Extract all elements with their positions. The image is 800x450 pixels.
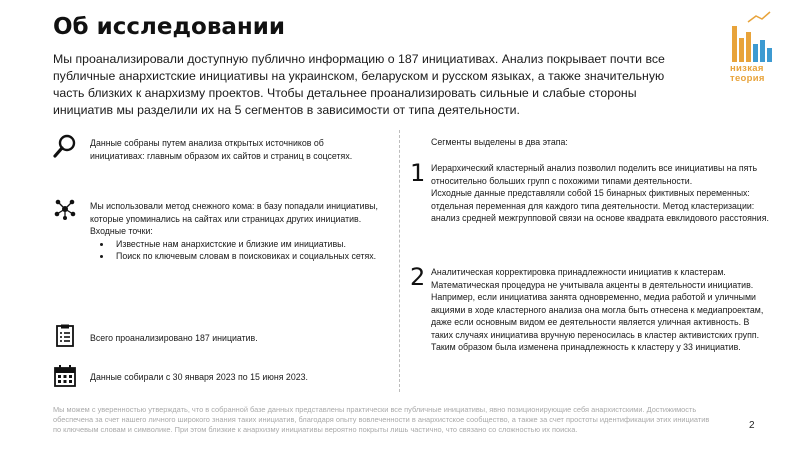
logo-word-1: низкая xyxy=(730,63,764,74)
logo-bars xyxy=(732,22,776,62)
magnifier-icon xyxy=(53,134,77,158)
page-title: Об исследовании xyxy=(53,14,286,40)
snowball-method-text xyxy=(90,200,380,263)
segments-header: Сегменты выделены в два этапа: xyxy=(431,137,568,147)
page-number: 2 xyxy=(749,420,755,431)
footnote: Мы можем с уверенностью утверждать, что в собранной базе данных представлены практически все публичные инициативы, явно позиционирующие себя анархистскими. Достижимость обеспечена за счет нашего личного широкого знания таких инициатив, благодаря опыту вовлеченности в анархистское сообщество, а также за счет простоты идентификации этих инициатив по ключевым словам и символике. При этом близкие к анархизму инициативы вероятно покрыты лишь частично, что связано со сложностью их поиска. xyxy=(53,405,710,435)
data-sources-text: Данные собраны путем анализа открытых источников об инициативах: главным образом их сайтов и страниц в соцсетях. xyxy=(90,138,353,161)
step-1-text xyxy=(431,162,771,225)
snowball-description: Мы использовали метод снежного кома: в базу попадали инициативы, которые упоминались на сайтах или страницах других инициатив. xyxy=(90,201,379,224)
step-1-summary: Иерархический кластерный анализ позволил поделить все инициативы на пять относительно больших групп с похожими типами деятельности. xyxy=(431,163,758,186)
network-icon xyxy=(53,197,77,221)
step-2-details: Математическая процедура не учитывала акценты в деятельности инициатив. Например, если инициатива занята одновременно, медиа работой и уличными акциями в ходе кластерного анализа она могла быть отнесена к медиапроектам, даже если основным видом ее деятельности является уличная активность. В таких случаях инициатива вручную переносилась в кластер активистских групп. Таким образом была изменена принадлежность к кластеру у 33 инициатив. xyxy=(431,279,764,352)
collection-period-text: Данные собирали с 30 января 2023 по 15 июня 2023. xyxy=(90,372,308,382)
entry-points-label: Входные точки: xyxy=(90,226,153,236)
logo xyxy=(728,8,778,88)
total-count-text: Всего проанализировано 187 инициатив. xyxy=(90,333,258,343)
step-number-1: 1 xyxy=(410,159,426,187)
step-1-details: Исходные данные представляли собой 15 бинарных фиктивных переменных: отдельная переменная для каждого типа деятельности. Метод кластеризации: анализ средней межгрупповой связи на основе квадрата евклидового расстояния. xyxy=(431,188,769,223)
list-item: • Поиск по ключевым словам в поисковиках и социальных сетях. xyxy=(112,250,380,263)
entry-points-list xyxy=(90,238,380,263)
logo-word-2: теория xyxy=(730,73,765,84)
calendar-icon xyxy=(53,364,77,388)
step-2-text xyxy=(431,266,771,354)
list-item: • Известные нам анархистские и близкие им инициативы. xyxy=(112,238,380,251)
step-number-2: 2 xyxy=(410,263,426,291)
column-divider xyxy=(399,130,401,392)
step-2-summary: Аналитическая корректировка принадлежности инициатив к кластерам. xyxy=(431,267,726,277)
intro-paragraph: Мы проанализировали доступную публично информацию о 187 инициативах. Анализ покрывает почти все публичные анархистские инициативы на украинском, беларуском и русском языках, а также значительную часть близких к анархизму проектов. Чтобы детальнее проанализировать сильные и слабые стороны инициатив мы разделили их на 5 сегментов в зависимости от типа деятельности. xyxy=(53,52,665,117)
document-list-icon xyxy=(53,324,77,348)
